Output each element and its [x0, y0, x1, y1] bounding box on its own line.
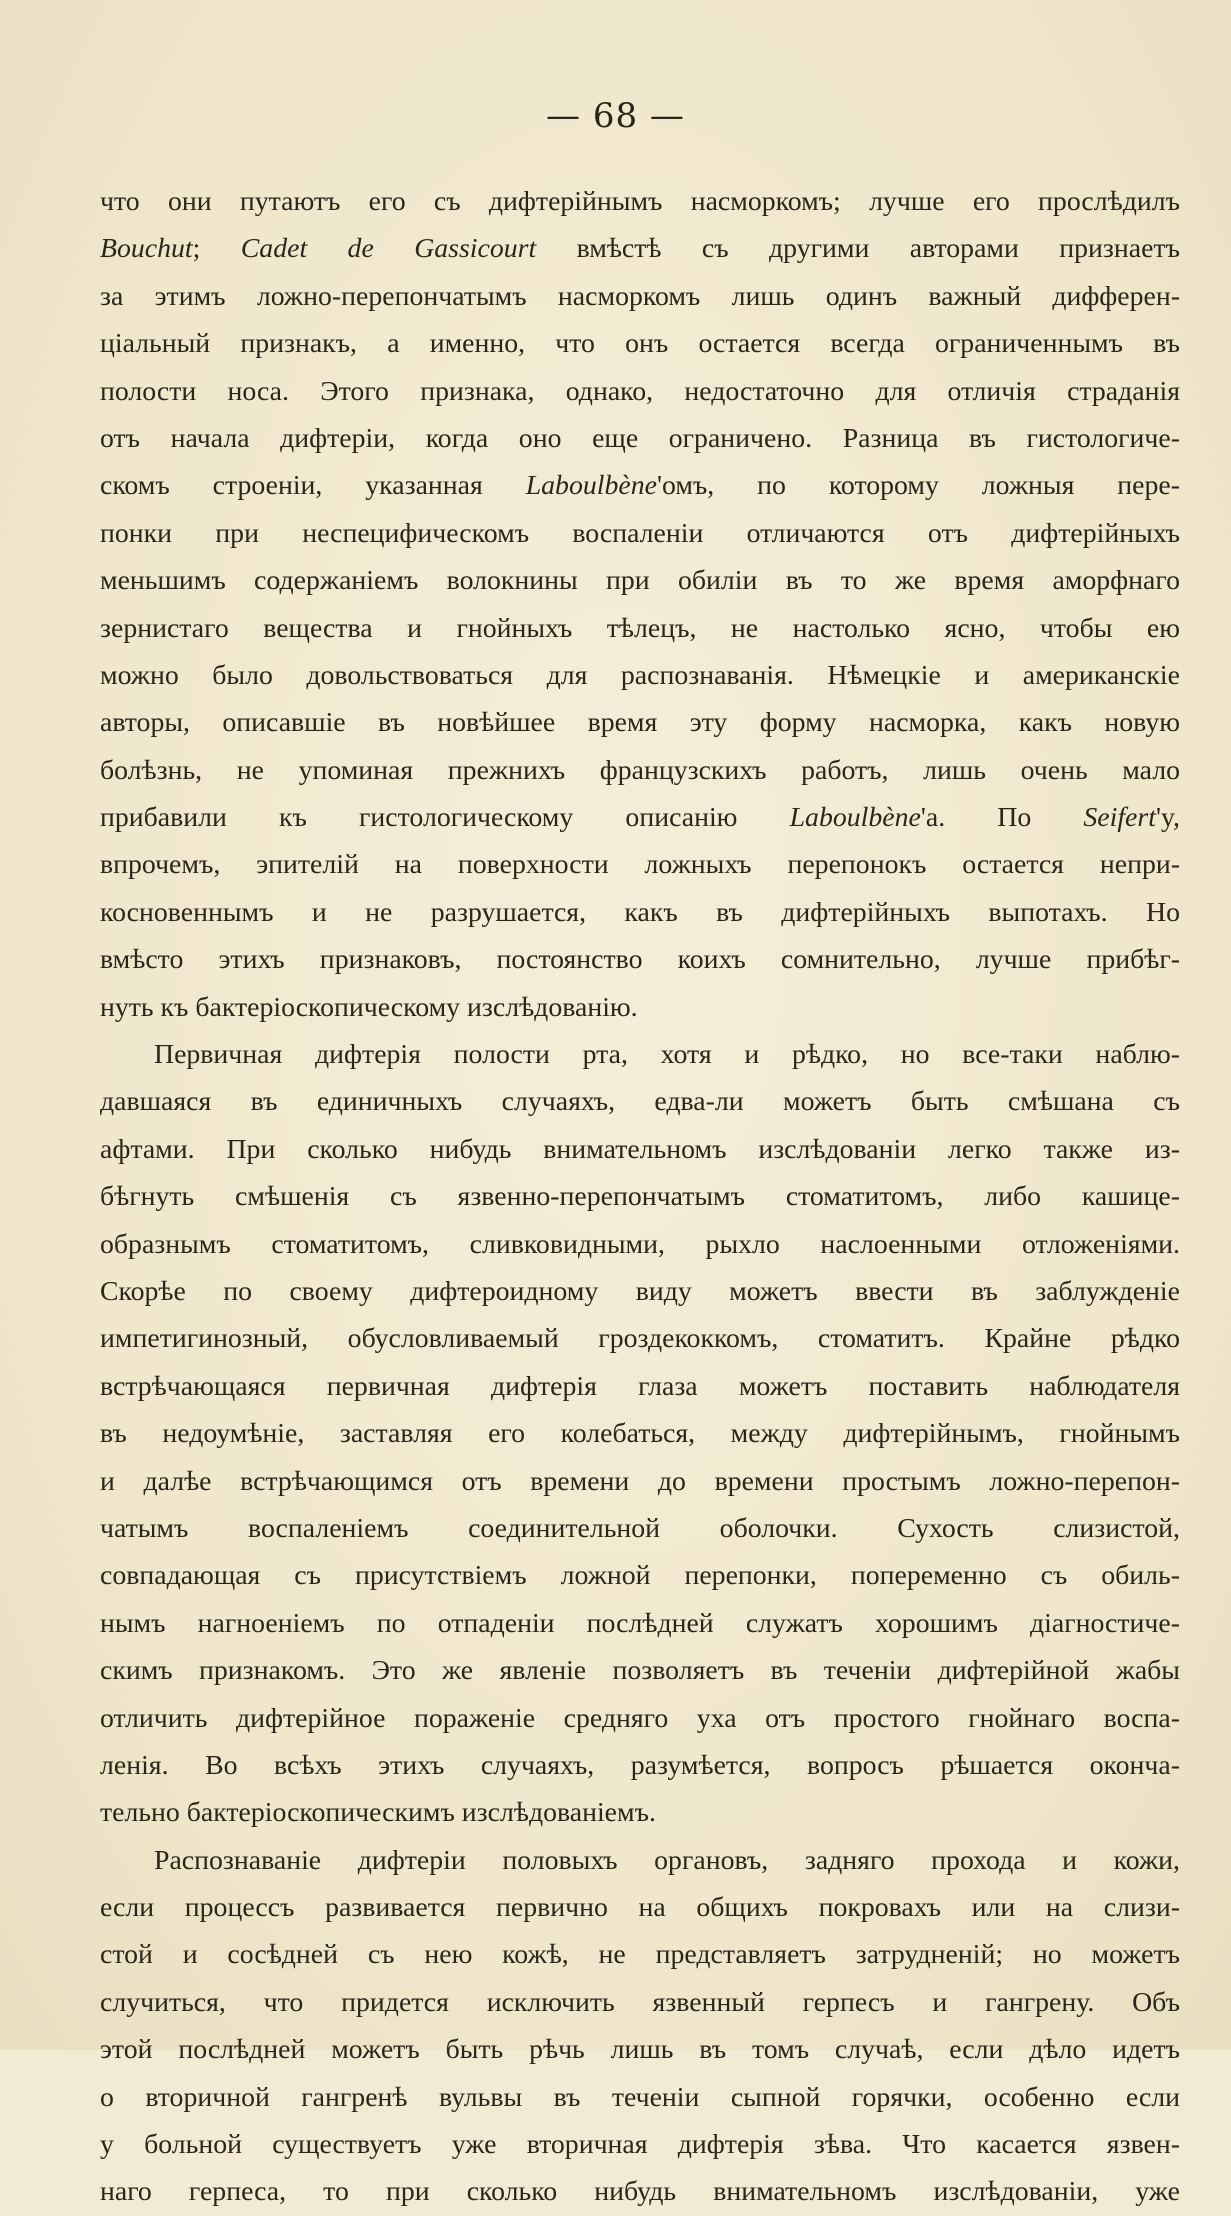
- text-line: о вторичной гангренѣ вульвы въ теченіи сыпной горячки, особенно если: [100, 2081, 1180, 2113]
- text-line: за этимъ ложно-перепончатымъ насморкомъ лишь одинъ важный дифферен-: [100, 280, 1180, 312]
- text-line: болѣзнь, не упоминая прежнихъ французскихъ работъ, лишь очень мало: [100, 754, 1180, 786]
- text-line: Скорѣе по своему дифтероидному виду можетъ ввести въ заблужденіе: [100, 1275, 1180, 1307]
- text-line: полости носа. Этого признака, однако, недостаточно для отличія страданія: [100, 375, 1180, 407]
- text-line: ціальный признакъ, а именно, что онъ остается всегда ограниченнымъ въ: [100, 328, 1180, 360]
- text-line: афтами. При сколько нибудь внимательномъ изслѣдованіи легко также из-: [100, 1133, 1180, 1165]
- text-line: стой и сосѣдней съ нею кожѣ, не представляетъ затрудненій; но можетъ: [100, 1939, 1180, 1971]
- text-line: наго герпеса, то при сколько нибудь внимательномъ изслѣдованіи, уже: [100, 2176, 1180, 2208]
- text-line: образнымъ стоматитомъ, сливковидными, рыхло наслоенными отложеніями.: [100, 1228, 1180, 1260]
- page-number: — 68 —: [546, 96, 685, 136]
- text-line: понки при неспецифическомъ воспаленіи отличаются отъ дифтерійныхъ: [100, 517, 1180, 549]
- text-line: этой послѣдней можетъ быть рѣчь лишь въ томъ случаѣ, если дѣло идетъ: [100, 2034, 1180, 2066]
- text-line: чатымъ воспаленіемъ соединительной оболочки. Сухость слизистой,: [100, 1512, 1180, 1544]
- text-line: скомъ строеніи, указанная Laboulbène'омъ, по которому ложныя пере-: [100, 470, 1180, 502]
- text-line: бѣгнуть смѣшенія съ язвенно-перепончатымъ стоматитомъ, либо кашице-: [100, 1181, 1180, 1213]
- text-line: зернистаго вещества и гнойныхъ тѣлецъ, не настолько ясно, чтобы ею: [100, 612, 1180, 644]
- text-line: авторы, описавшіе въ новѣйшее время эту форму насморка, какъ новую: [100, 707, 1180, 739]
- text-line: можно было довольствоваться для распознаванія. Нѣмецкіе и американскіе: [100, 659, 1180, 691]
- text-line: прибавили къ гистологическому описанію Laboulbène'a. По Seifert'y,: [100, 802, 1180, 834]
- paragraph-3: [100, 1837, 1180, 2216]
- text-line: скимъ признакомъ. Это же явленіе позволяетъ въ теченіи дифтерійной жабы: [100, 1655, 1180, 1687]
- text-line: меньшимъ содержаніемъ волокнины при обиліи въ то же время аморфнаго: [100, 565, 1180, 597]
- text-line: отъ начала дифтеріи, когда оно еще ограничено. Разница въ гистологиче-: [100, 422, 1180, 454]
- text-line: тельно бактеріоскопическимъ изслѣдованіемъ.: [100, 1797, 656, 1829]
- text-line: у больной существуетъ уже вторичная дифтерія зѣва. Что касается язвен-: [100, 2129, 1180, 2161]
- text-line: если процессъ развивается первично на общихъ покровахъ или на слизи-: [100, 1892, 1180, 1924]
- text-line: Распознаваніе дифтеріи половыхъ органовъ, задняго прохода и кожи,: [154, 1844, 1180, 1876]
- text-line: въ недоумѣніе, заставляя его колебаться, между дифтерійнымъ, гнойнымъ: [100, 1418, 1180, 1450]
- text-line: вмѣсто этихъ признаковъ, постоянство коихъ сомнительно, лучше прибѣг-: [100, 944, 1180, 976]
- text-line: совпадающая съ присутствіемъ ложной перепонки, попеременно съ обиль-: [100, 1560, 1180, 1592]
- paragraph-2: [100, 1031, 1180, 1837]
- text-line: нымъ нагноеніемъ по отпаденіи послѣдней служатъ хорошимъ діагностиче-: [100, 1607, 1180, 1639]
- text-line: случиться, что придется исключить язвенный герпесъ и гангрену. Объ: [100, 1986, 1180, 2018]
- body-text: [100, 178, 1180, 2216]
- text-line: косновеннымъ и не разрушается, какъ въ дифтерійныхъ выпотахъ. Но: [100, 896, 1180, 928]
- text-line: ленія. Во всѣхъ этихъ случаяхъ, разумѣется, вопросъ рѣшается оконча-: [100, 1749, 1180, 1781]
- text-line: и далѣе встрѣчающимся отъ времени до времени простымъ ложно-перепон-: [100, 1465, 1180, 1497]
- text-line: Bouchut; Cadet de Gassicourt вмѣстѣ съ другими авторами признаетъ: [100, 233, 1180, 265]
- text-line: отличить дифтерійное пораженіе средняго уха отъ простого гнойнаго воспа-: [100, 1702, 1180, 1734]
- text-line: давшаяся въ единичныхъ случаяхъ, едва-ли можетъ быть смѣшана съ: [100, 1086, 1180, 1118]
- text-line: впрочемъ, эпителій на поверхности ложныхъ перепонокъ остается непри-: [100, 849, 1180, 881]
- text-line: что они путаютъ его съ дифтерійнымъ насморкомъ; лучше его прослѣдилъ: [100, 186, 1180, 217]
- paragraph-1: [100, 178, 1180, 1031]
- text-line: импетигинозный, обусловливаемый гроздекоккомъ, стоматитъ. Крайне рѣдко: [100, 1323, 1180, 1355]
- text-line: Первичная дифтерія полости рта, хотя и рѣдко, но все-таки наблю-: [154, 1039, 1180, 1071]
- text-line: встрѣчающаяся первичная дифтерія глаза можетъ поставить наблюдателя: [100, 1370, 1180, 1402]
- text-line: нуть къ бактеріоскопическому изслѣдованію.: [100, 991, 638, 1023]
